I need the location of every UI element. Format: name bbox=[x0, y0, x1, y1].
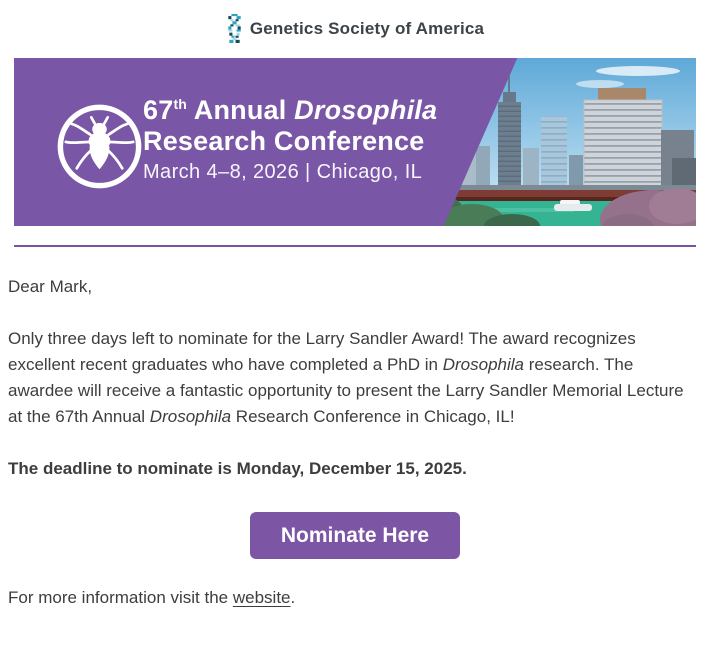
body-paragraph: Only three days left to nominate for the Larry Sandler Award! The award recognizes excellent recent graduates who have completed a PhD in Drosophila research. The awardee will receive a fantastic opportunity to present the Larry Sandler Memorial Lecture at the 67th Annual Drosophila Research Conference in Chicago, IL! bbox=[8, 329, 684, 426]
footer-text: For more information visit the website. bbox=[8, 588, 296, 607]
conference-banner[interactable] bbox=[14, 58, 696, 226]
gsa-logo bbox=[226, 14, 484, 44]
banner-title-line2: Research Conference bbox=[143, 126, 425, 156]
greeting: Dear Mark, bbox=[8, 277, 93, 296]
website-link[interactable]: website bbox=[232, 588, 291, 607]
nominate-button[interactable]: Nominate Here bbox=[250, 512, 460, 559]
dna-helix-icon bbox=[226, 14, 243, 44]
email-header bbox=[0, 0, 710, 49]
divider-line bbox=[14, 245, 696, 247]
fly-circle-icon bbox=[54, 101, 145, 192]
cta-row bbox=[8, 512, 702, 559]
banner-text bbox=[143, 89, 437, 184]
banner-title: 67th Annual Drosophila bbox=[143, 95, 438, 125]
deadline-text: The deadline to nominate is Monday, December 15, 2025. bbox=[8, 459, 467, 478]
banner-dates-location: March 4–8, 2026 | Chicago, IL bbox=[143, 161, 423, 183]
email-body bbox=[8, 274, 702, 611]
org-name: Genetics Society of America bbox=[249, 19, 485, 38]
